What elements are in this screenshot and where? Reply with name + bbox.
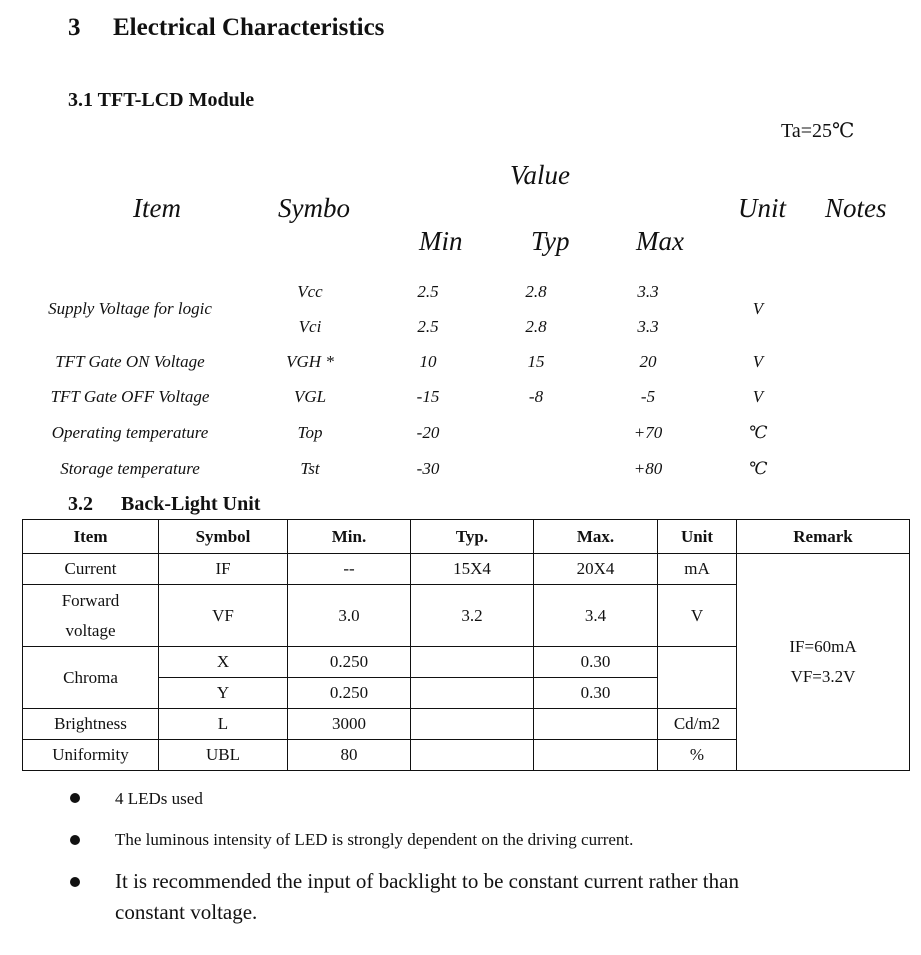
ambient-condition: Ta=25℃	[781, 120, 855, 142]
lcd-header-value: Value	[510, 160, 570, 190]
lcd-header-item: Item	[133, 193, 181, 223]
remark-line-2: VF=3.2V	[790, 667, 856, 686]
table-row	[23, 554, 910, 585]
lcd-header-min: Min	[419, 226, 463, 256]
chroma-y-symbol: Y	[159, 678, 288, 709]
lcd-symbol: VGL	[293, 387, 327, 406]
forward-item-line-1: Forward	[61, 590, 120, 610]
lcd-item: TFT Gate ON Voltage	[55, 352, 205, 371]
forward-typ: 3.2	[411, 585, 534, 647]
lcd-supply-unit: V	[752, 299, 764, 318]
lcd-min: 2.5	[417, 317, 439, 336]
note-item: 4 LEDs used	[115, 789, 203, 808]
lcd-header-unit: Unit	[738, 193, 787, 223]
uniformity-symbol: UBL	[159, 740, 288, 771]
bullet-icon	[70, 835, 80, 845]
lcd-max: +70	[633, 423, 663, 442]
lcd-unit: V	[752, 352, 764, 371]
brightness-symbol: L	[159, 709, 288, 740]
bullet-icon	[70, 877, 80, 887]
backlight-section-number: 3.2	[68, 493, 93, 515]
forward-item-line-2: voltage	[65, 620, 116, 640]
uniformity-item: Uniformity	[23, 740, 159, 771]
backlight-section-title: Back-Light Unit	[121, 493, 261, 515]
chroma-y-typ	[411, 678, 534, 709]
lcd-min: 2.5	[417, 282, 439, 301]
section-title: Electrical Characteristics	[113, 14, 385, 41]
brightness-min: 3000	[288, 709, 411, 740]
brightness-unit: Cd/m2	[658, 709, 737, 740]
note-item: The luminous intensity of LED is strongly dependent on the driving current.	[115, 830, 634, 849]
col-header-min: Min.	[288, 520, 411, 554]
bullet-icon	[70, 793, 80, 803]
lcd-symbol: VGH *	[286, 352, 334, 371]
lcd-item: TFT Gate OFF Voltage	[50, 387, 210, 406]
uniformity-unit: %	[658, 740, 737, 771]
lcd-max: 3.3	[637, 282, 659, 301]
current-symbol: IF	[159, 554, 288, 585]
col-header-max: Max.	[534, 520, 658, 554]
lcd-typ: 15	[527, 352, 545, 371]
lcd-symbol: Vcc	[297, 282, 323, 301]
lcd-header-typ: Typ	[531, 226, 570, 256]
chroma-y-max: 0.30	[534, 678, 658, 709]
remark-cell	[737, 554, 910, 771]
lcd-typ: -8	[528, 387, 544, 406]
lcd-min: -30	[416, 459, 440, 478]
lcd-typ: 2.8	[525, 317, 547, 336]
table-header-row	[23, 520, 910, 554]
chroma-x-typ	[411, 647, 534, 678]
uniformity-typ	[411, 740, 534, 771]
current-min: --	[288, 554, 411, 585]
lcd-min: -20	[416, 423, 440, 442]
lcd-header-notes: Notes	[825, 193, 887, 223]
lcd-header-symbol: Symbo	[278, 193, 350, 223]
note-item-continued: constant voltage.	[115, 900, 258, 924]
lcd-max: 3.3	[637, 317, 659, 336]
lcd-max: +80	[633, 459, 663, 478]
chroma-x-min: 0.250	[288, 647, 411, 678]
current-unit: mA	[658, 554, 737, 585]
chroma-y-min: 0.250	[288, 678, 411, 709]
lcd-min: -15	[416, 387, 440, 406]
lcd-symbol: Top	[297, 423, 323, 442]
chroma-unit	[658, 647, 737, 709]
lcd-max: 20	[639, 352, 657, 371]
lcd-header-max: Max	[636, 226, 684, 256]
current-typ: 15X4	[411, 554, 534, 585]
brightness-item: Brightness	[23, 709, 159, 740]
backlight-table	[22, 519, 910, 771]
current-max: 20X4	[534, 554, 658, 585]
lcd-max: -5	[640, 387, 656, 406]
note-item: It is recommended the input of backlight to be constant current rather than	[115, 869, 739, 893]
chroma-item: Chroma	[23, 647, 159, 709]
lcd-symbol: Vci	[298, 317, 322, 336]
col-header-remark: Remark	[737, 520, 910, 554]
remark-line-1: IF=60mA	[789, 637, 857, 656]
lcd-unit: ℃	[748, 423, 768, 442]
lcd-item: Operating temperature	[51, 423, 209, 442]
section-number: 3	[68, 14, 81, 41]
uniformity-max	[534, 740, 658, 771]
forward-unit: V	[658, 585, 737, 647]
forward-max: 3.4	[534, 585, 658, 647]
uniformity-min: 80	[288, 740, 411, 771]
col-header-symbol: Symbol	[159, 520, 288, 554]
chroma-x-max: 0.30	[534, 647, 658, 678]
lcd-supply-label: Supply Voltage for logic	[48, 299, 212, 318]
lcd-unit: V	[752, 387, 764, 406]
brightness-typ	[411, 709, 534, 740]
forward-symbol: VF	[159, 585, 288, 647]
col-header-unit: Unit	[658, 520, 737, 554]
lcd-unit: ℃	[748, 459, 768, 478]
lcd-typ: 2.8	[525, 282, 547, 301]
forward-item	[23, 585, 159, 647]
lcd-symbol: Tst	[300, 459, 320, 478]
lcd-item: Storage temperature	[60, 459, 200, 478]
col-header-typ: Typ.	[411, 520, 534, 554]
lcd-min: 10	[419, 352, 437, 371]
brightness-max	[534, 709, 658, 740]
lcd-section-title: 3.1 TFT-LCD Module	[68, 89, 255, 111]
forward-min: 3.0	[288, 585, 411, 647]
current-item: Current	[23, 554, 159, 585]
col-header-item: Item	[23, 520, 159, 554]
chroma-x-symbol: X	[159, 647, 288, 678]
